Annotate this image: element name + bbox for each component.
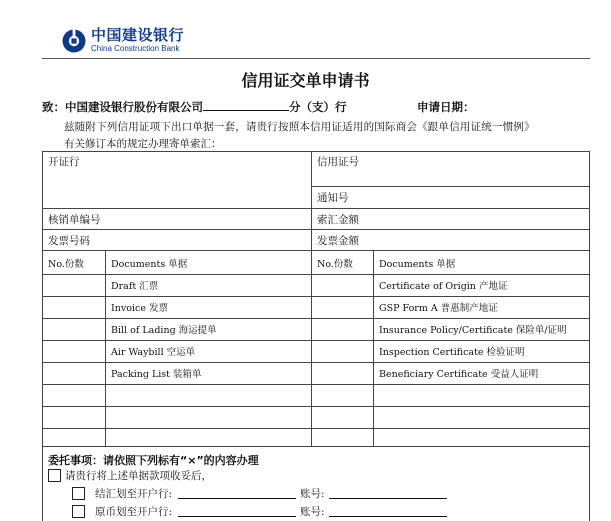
account-number-field[interactable]: [329, 488, 447, 499]
application-date-label: 申请日期：: [417, 100, 475, 114]
table-rule: [43, 384, 589, 385]
document-item: Draft 汇票: [111, 281, 159, 292]
document-title: 信用证交单申请书: [241, 71, 370, 90]
account-label: 账号:: [300, 488, 325, 500]
addressee-suffix: 分（支）行: [289, 100, 347, 114]
claim-amount-label: 索汇金额: [317, 214, 359, 226]
copies-column-header: No.份数: [48, 259, 84, 270]
logo-chinese-name: 中国建设银行: [91, 26, 185, 44]
checkbox[interactable]: [72, 487, 85, 500]
table-rule: [43, 274, 589, 275]
bank-name-field[interactable]: [178, 488, 296, 499]
table-rule: [43, 318, 589, 319]
table-rule: [43, 229, 589, 230]
entrust-heading: 委托事项：请依照下列标有“×”的内容办理: [48, 454, 259, 467]
bank-name-field[interactable]: [178, 506, 296, 517]
bank-logo: [62, 28, 184, 53]
option-collect-proceeds: [48, 468, 212, 483]
issuing-bank-label: 开证行: [48, 156, 80, 168]
table-rule: [43, 151, 589, 152]
branch-name-field[interactable]: [203, 100, 289, 111]
document-item: Packing List 装箱单: [111, 369, 202, 380]
document-item: Insurance Policy/Certificate 保险单/证明: [379, 325, 567, 336]
option-label: 结汇划至开户行:: [95, 488, 173, 500]
document-item: Invoice 发票: [111, 303, 168, 314]
document-item: Inspection Certificate 检验证明: [379, 347, 525, 358]
table-divider: [311, 151, 312, 446]
table-rule: [43, 406, 589, 407]
addressee-prefix: 致：中国建设银行股份有限公司: [42, 100, 203, 114]
table-rule: [43, 340, 589, 341]
account-number-field[interactable]: [329, 506, 447, 517]
table-rule: [311, 186, 589, 187]
table-rule: [43, 428, 589, 429]
ccb-logo-icon: [62, 29, 86, 53]
intro-line-1: 兹随附下列信用证项下出口单据一套，请贵行按照本信用证适用的国际商会《跟单信用证统一惯例》: [64, 121, 535, 133]
logo-english-name: China Construction Bank: [91, 44, 180, 53]
copies-column-header: No.份数: [317, 259, 353, 270]
documents-column-header: Documents 单据: [111, 259, 188, 270]
table-rule: [43, 446, 589, 447]
header-divider: [42, 58, 590, 59]
option-settle-account: [72, 486, 447, 501]
invoice-amount-label: 发票金额: [317, 235, 359, 247]
account-label: 账号:: [300, 506, 325, 518]
option-original-currency: [72, 504, 447, 519]
table-rule: [43, 208, 589, 209]
document-item: Certificate of Origin 产地证: [379, 281, 508, 292]
verification-number-label: 核销单编号: [48, 214, 101, 226]
checkbox[interactable]: [48, 469, 61, 482]
document-item: GSP Form A 普惠制产地证: [379, 303, 498, 314]
invoice-number-label: 发票号码: [48, 235, 90, 247]
checkbox[interactable]: [72, 505, 85, 518]
advice-number-label: 通知号: [317, 192, 349, 204]
table-rule: [43, 250, 589, 251]
table-rule: [43, 296, 589, 297]
table-divider: [105, 250, 106, 446]
table-divider: [373, 250, 374, 446]
document-item: Beneficiary Certificate 受益人证明: [379, 369, 539, 380]
option-label: 原币划至开户行:: [95, 506, 173, 518]
document-item: Air Waybill 空运单: [111, 347, 196, 358]
lc-number-label: 信用证号: [317, 156, 359, 168]
addressee-line: [42, 99, 602, 115]
table-rule: [43, 362, 589, 363]
documents-column-header: Documents 单据: [379, 259, 456, 270]
option-label: 请贵行将上述单据款项收妥后，: [65, 470, 212, 482]
document-item: Bill of Lading 海运提单: [111, 325, 217, 336]
intro-line-2: 有关修订本的规定办理寄单索汇：: [64, 138, 222, 150]
